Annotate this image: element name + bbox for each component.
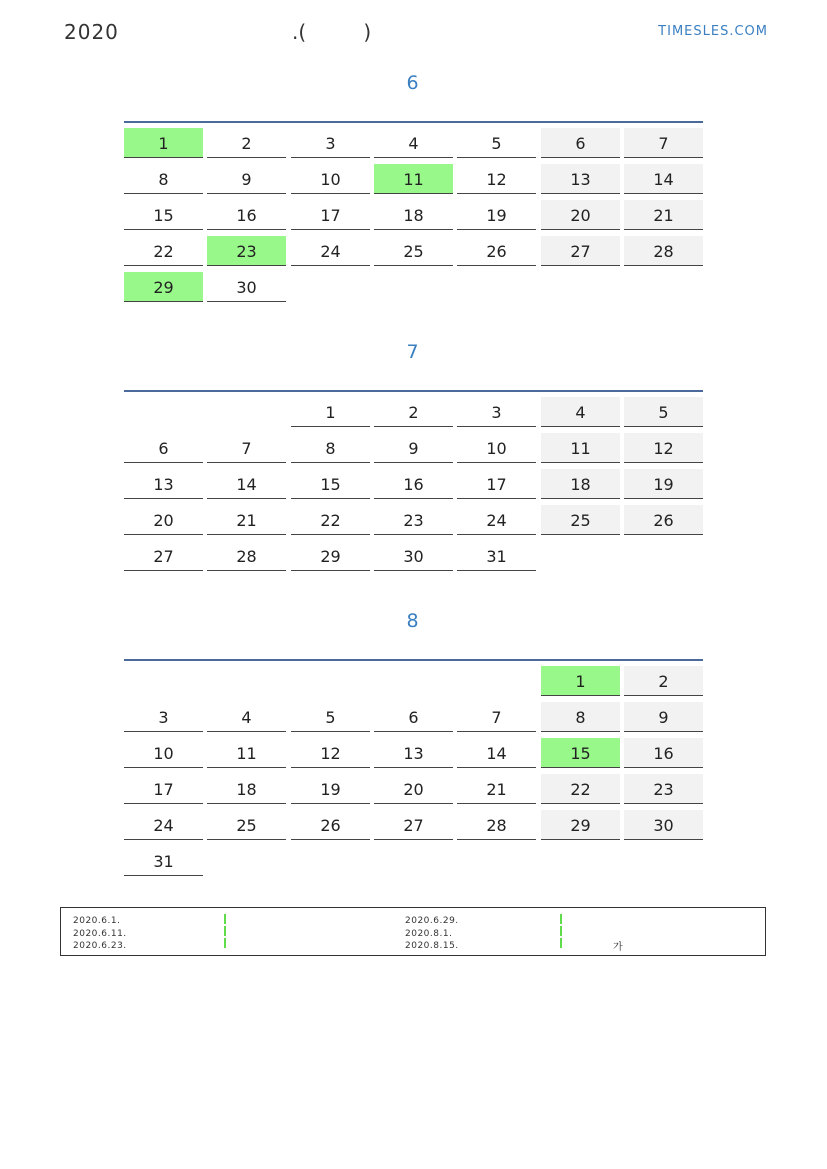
day-cell: 16 — [624, 738, 703, 768]
legend-marker — [560, 938, 562, 948]
day-cell: 12 — [624, 433, 703, 463]
month-august — [124, 606, 703, 871]
day-cell: 3 — [124, 702, 203, 732]
day-cell: 25 — [541, 505, 620, 535]
day-cell: 19 — [291, 774, 370, 804]
day-cell: 11 — [541, 433, 620, 463]
day-cell: 22 — [541, 774, 620, 804]
day-cell: 25 — [207, 810, 286, 840]
day-cell: 15 — [541, 738, 620, 768]
legend-date: 2020.6.29. — [405, 916, 459, 926]
day-cell: 27 — [374, 810, 453, 840]
day-cell: 21 — [457, 774, 536, 804]
day-cell: 17 — [124, 774, 203, 804]
holiday-legend — [60, 907, 766, 956]
day-cell: 30 — [624, 810, 703, 840]
day-cell: 13 — [374, 738, 453, 768]
day-cell: 26 — [291, 810, 370, 840]
day-cell: 28 — [207, 541, 286, 571]
day-cell: 15 — [291, 469, 370, 499]
month-rule — [124, 390, 703, 392]
day-cell: 14 — [624, 164, 703, 194]
day-cell: 20 — [374, 774, 453, 804]
brand-link[interactable]: TIMESLES.COM — [658, 24, 768, 39]
day-cell: 28 — [624, 236, 703, 266]
day-cell: 19 — [457, 200, 536, 230]
day-cell: 27 — [541, 236, 620, 266]
title-parenthetical: .( ) — [292, 20, 372, 44]
day-cell: 7 — [207, 433, 286, 463]
day-cell: 17 — [457, 469, 536, 499]
day-cell: 6 — [374, 702, 453, 732]
legend-marker — [224, 938, 226, 948]
day-cell: 4 — [207, 702, 286, 732]
day-cell: 16 — [374, 469, 453, 499]
day-cell: 26 — [624, 505, 703, 535]
day-cell: 21 — [207, 505, 286, 535]
day-cell: 18 — [541, 469, 620, 499]
day-cell: 31 — [124, 846, 203, 876]
day-cell: 1 — [124, 128, 203, 158]
day-cell: 17 — [291, 200, 370, 230]
legend-note: 가 — [613, 942, 623, 953]
legend-marker — [224, 914, 226, 924]
day-cell: 14 — [207, 469, 286, 499]
legend-date: 2020.8.1. — [405, 928, 453, 939]
day-cell: 24 — [457, 505, 536, 535]
month-title: 6 — [406, 72, 419, 94]
day-cell: 11 — [207, 738, 286, 768]
day-cell: 4 — [541, 397, 620, 427]
day-cell: 31 — [457, 541, 536, 571]
day-cell: 5 — [291, 702, 370, 732]
day-cell: 23 — [374, 505, 453, 535]
legend-column-left — [73, 915, 127, 953]
day-cell: 16 — [207, 200, 286, 230]
day-cell: 12 — [291, 738, 370, 768]
day-cell: 3 — [457, 397, 536, 427]
month-title: 8 — [406, 610, 419, 632]
day-cell: 27 — [124, 541, 203, 571]
day-cell: 6 — [541, 128, 620, 158]
day-cell: 21 — [624, 200, 703, 230]
legend-date: 2020.6.23. — [73, 941, 127, 951]
legend-date: 2020.6.1. — [73, 916, 121, 926]
day-cell: 2 — [624, 666, 703, 696]
page-header — [64, 20, 768, 48]
month-june — [124, 68, 703, 297]
day-cell: 28 — [457, 810, 536, 840]
day-cell: 15 — [124, 200, 203, 230]
legend-marker — [560, 914, 562, 924]
year-title: 2020 — [64, 20, 119, 44]
day-cell: 18 — [374, 200, 453, 230]
day-cell: 30 — [207, 272, 286, 302]
day-cell: 29 — [124, 272, 203, 302]
day-cell: 2 — [374, 397, 453, 427]
day-cell: 12 — [457, 164, 536, 194]
day-cell: 26 — [457, 236, 536, 266]
day-cell: 3 — [291, 128, 370, 158]
day-cell: 24 — [291, 236, 370, 266]
day-cell: 10 — [124, 738, 203, 768]
day-cell: 7 — [457, 702, 536, 732]
day-cell: 5 — [457, 128, 536, 158]
day-cell: 23 — [624, 774, 703, 804]
day-cell: 9 — [374, 433, 453, 463]
day-cell: 8 — [541, 702, 620, 732]
day-cell: 19 — [624, 469, 703, 499]
month-rule — [124, 659, 703, 661]
legend-date: 2020.8.15. — [405, 941, 459, 951]
month-july — [124, 337, 703, 566]
day-cell: 5 — [624, 397, 703, 427]
legend-column-right — [405, 915, 459, 953]
day-cell: 6 — [124, 433, 203, 463]
day-cell: 29 — [541, 810, 620, 840]
day-cell: 1 — [541, 666, 620, 696]
day-cell: 20 — [541, 200, 620, 230]
day-cell: 8 — [124, 164, 203, 194]
day-cell: 23 — [207, 236, 286, 266]
legend-marker — [560, 926, 562, 936]
day-cell: 4 — [374, 128, 453, 158]
month-title: 7 — [406, 341, 419, 363]
month-rule — [124, 121, 703, 123]
day-cell: 10 — [291, 164, 370, 194]
day-cell: 9 — [624, 702, 703, 732]
day-cell: 13 — [541, 164, 620, 194]
day-cell: 8 — [291, 433, 370, 463]
day-cell: 20 — [124, 505, 203, 535]
day-cell: 13 — [124, 469, 203, 499]
day-cell: 11 — [374, 164, 453, 194]
day-cell: 30 — [374, 541, 453, 571]
day-cell: 24 — [124, 810, 203, 840]
day-cell: 22 — [291, 505, 370, 535]
day-cell: 7 — [624, 128, 703, 158]
day-cell: 2 — [207, 128, 286, 158]
day-cell: 10 — [457, 433, 536, 463]
legend-marker — [224, 926, 226, 936]
day-cell: 18 — [207, 774, 286, 804]
day-cell: 9 — [207, 164, 286, 194]
day-cell: 22 — [124, 236, 203, 266]
legend-date: 2020.6.11. — [73, 928, 127, 939]
day-cell: 25 — [374, 236, 453, 266]
day-cell: 29 — [291, 541, 370, 571]
day-cell: 14 — [457, 738, 536, 768]
day-cell: 1 — [291, 397, 370, 427]
